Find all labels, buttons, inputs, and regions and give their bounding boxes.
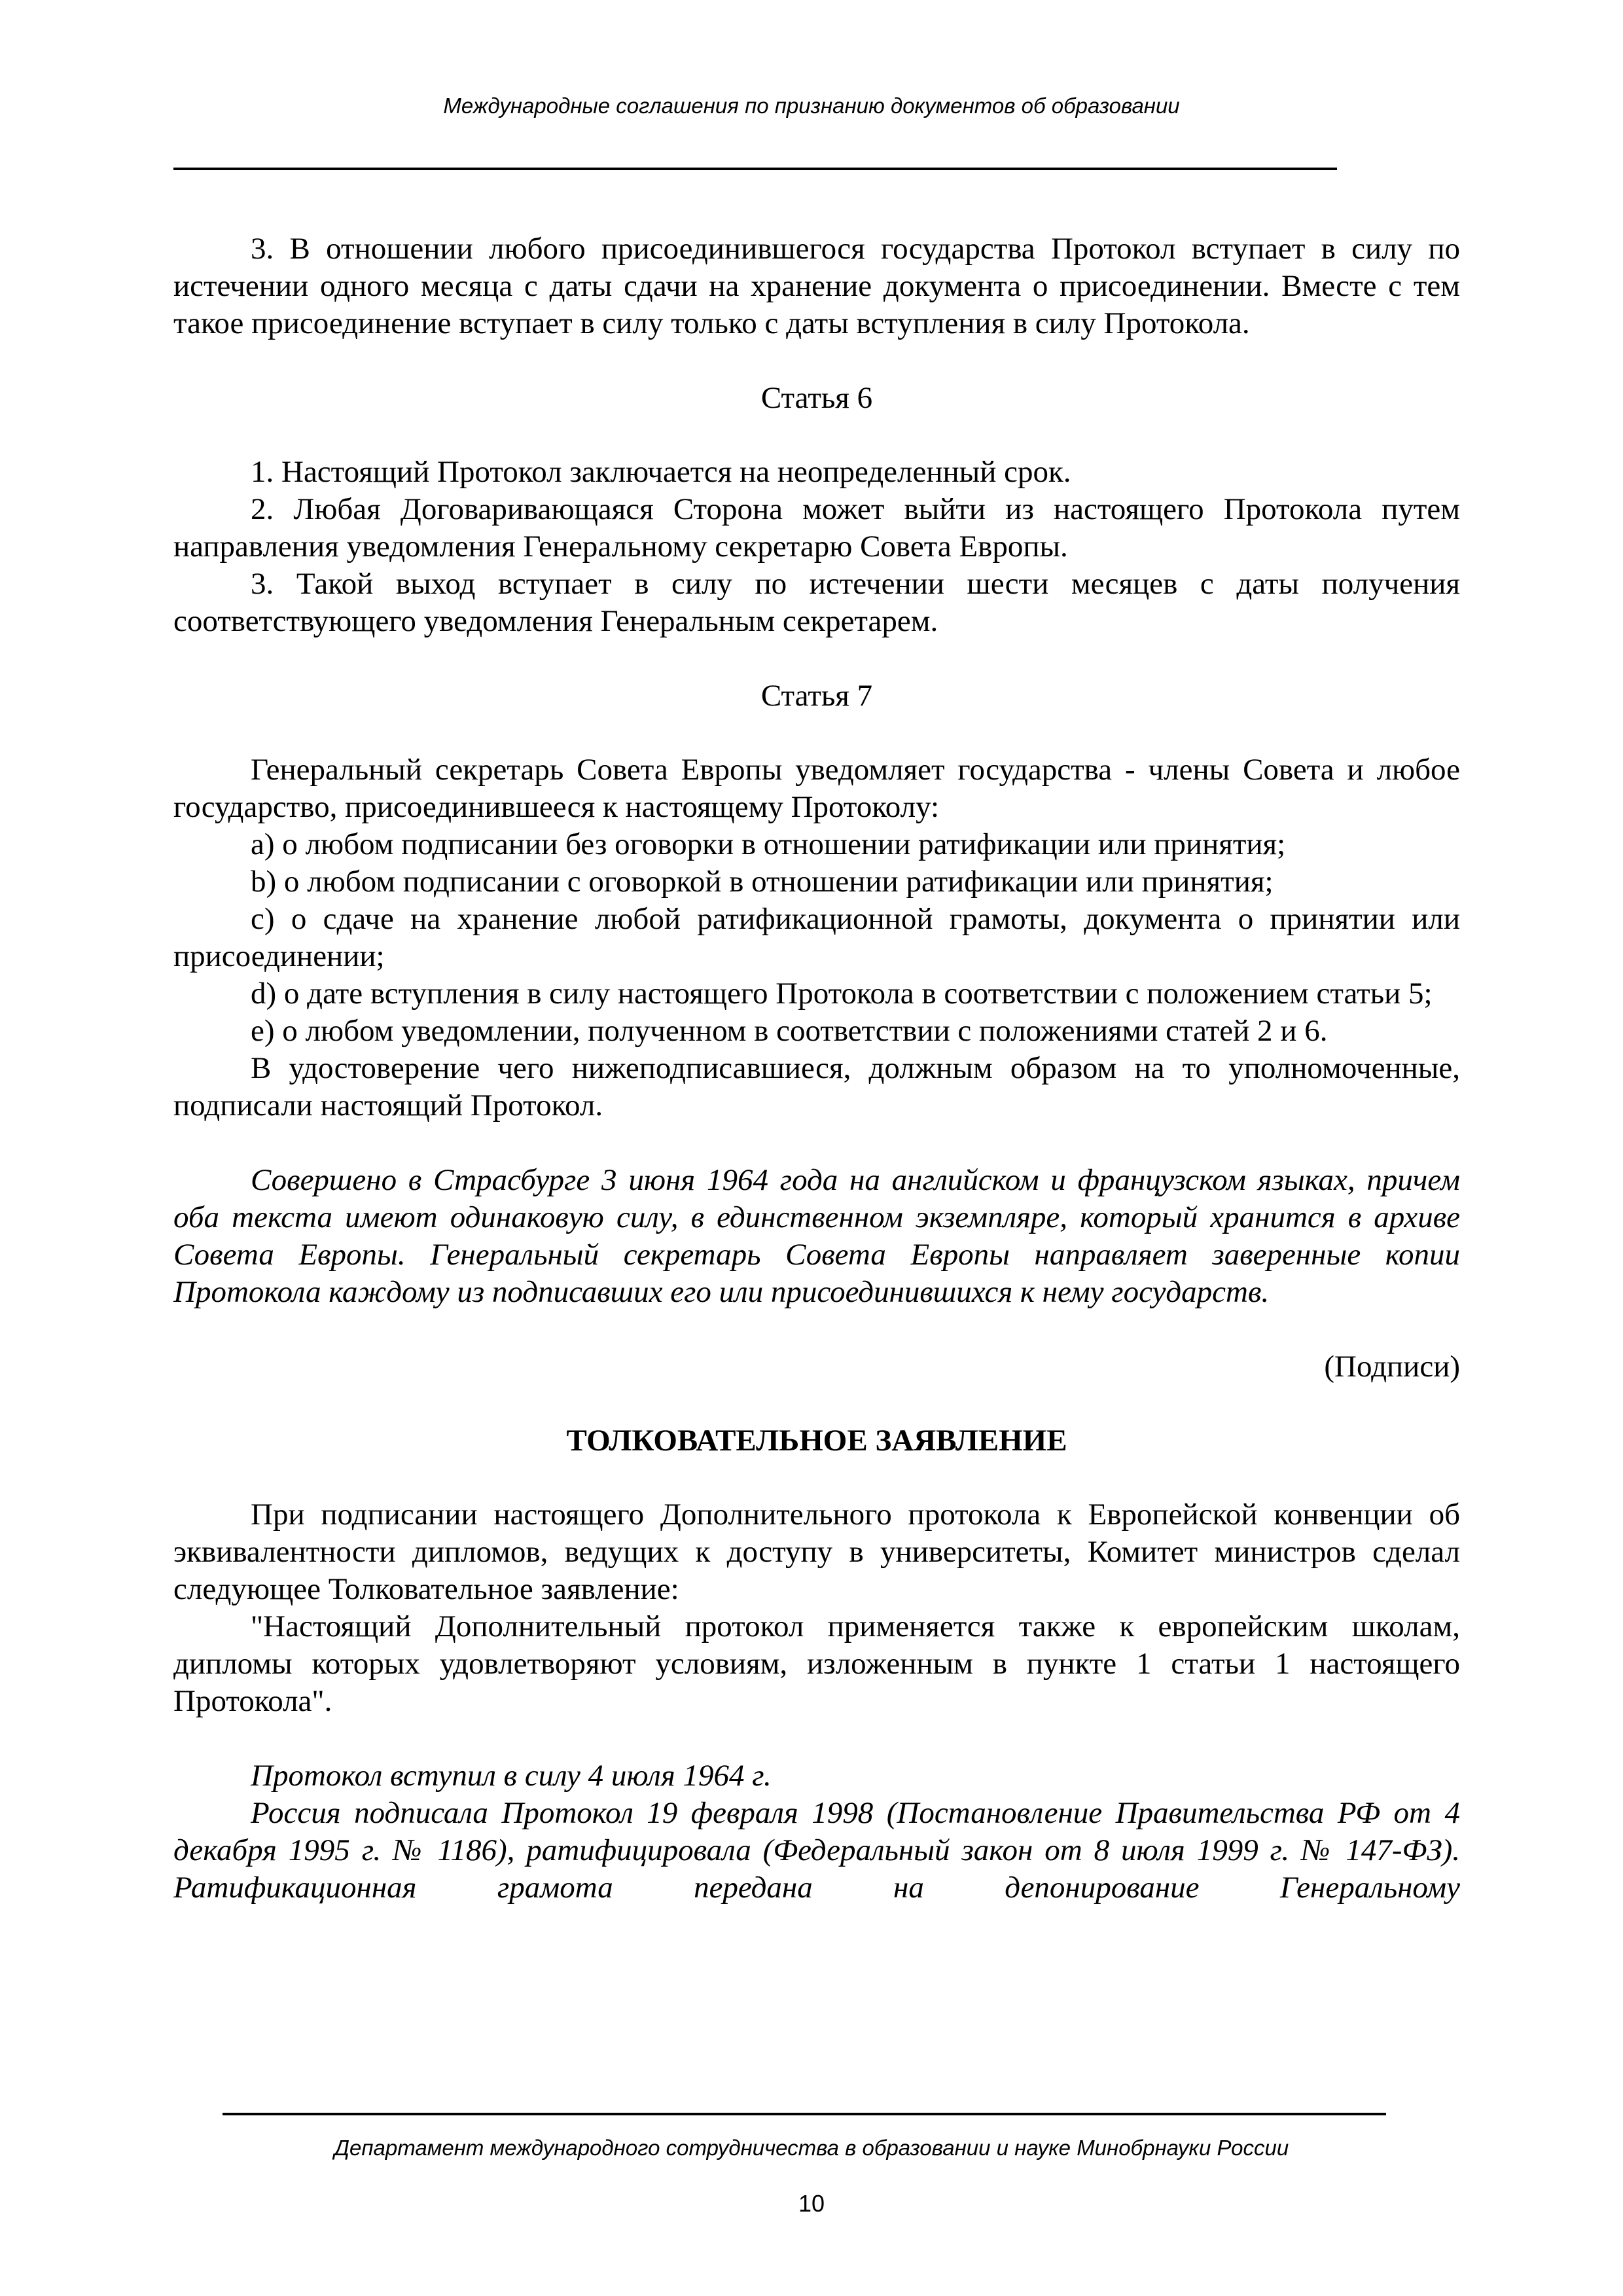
article7-item-e: e) о любом уведомлении, полученном в соответствии с положениями статей 2 и 6. bbox=[251, 1014, 1328, 1048]
article6-paragraph-1: 1. Настоящий Протокол заключается на неопределенный срок. bbox=[251, 455, 1071, 489]
article7-item-b: b) о любом подписании с оговоркой в отношении ратификации или принятия; bbox=[251, 865, 1274, 899]
interpretative-paragraph-2: "Настоящий Дополнительный протокол применяется также к европейским школам, дипломы которых удовлетворяют условиям, изложенным в пункте 1 статьи 1 настоящего Протокола". bbox=[173, 1609, 1460, 1718]
article5-paragraph-3: 3. В отношении любого присоединившегося государства Протокол вступает в силу по истечении одного месяца с даты сдачи на хранение документа о присоединении. Вместе с тем такое присоединение вступает в силу только с даты вступления в силу Протокола. bbox=[173, 232, 1460, 340]
entry-into-force-note: Протокол вступил в силу 4 июля 1964 г. bbox=[251, 1759, 772, 1793]
footer-divider bbox=[223, 2113, 1386, 2115]
signatures-note: (Подписи) bbox=[1324, 1350, 1460, 1384]
article7-witness-clause: В удостоверение чего нижеподписавшиеся, должным образом на то уполномоченные, подписали настоящий Протокол. bbox=[173, 1051, 1460, 1122]
running-footer: Департамент международного сотрудничества в образовании и науке Минобрнауки России bbox=[334, 2136, 1289, 2160]
article6-heading: Статья 6 bbox=[760, 381, 873, 415]
interpretative-paragraph-1: При подписании настоящего Дополнительного протокола к Европейской конвенции об эквивалентности дипломов, ведущих к доступу в университеты, Комитет министров сделал следующее Толковательное заявление: bbox=[173, 1498, 1460, 1606]
running-header: Международные соглашения по признанию документов об образовании bbox=[443, 94, 1180, 118]
article7-intro: Генеральный секретарь Совета Европы уведомляет государства - члены Совета и любое государство, присоединившееся к настоящему Протоколу: bbox=[173, 753, 1460, 824]
article7-item-a: a) о любом подписании без оговорки в отношении ратификации или принятия; bbox=[251, 827, 1286, 861]
interpretative-declaration-heading: ТОЛКОВАТЕЛЬНОЕ ЗАЯВЛЕНИЕ bbox=[566, 1424, 1067, 1458]
russia-ratification-note: Россия подписала Протокол 19 февраля 1998 (Постановление Правительства РФ от 4 декабря 1995 г. № 1186), ратифицировала (Федеральный закон от 8 июля 1999 г. № 147-ФЗ). Ратификационная грамота передана на депонирование Генеральному bbox=[173, 1796, 1460, 1905]
article6-paragraph-2: 2. Любая Договаривающаяся Сторона может выйти из настоящего Протокола путем направления уведомления Генеральному секретарю Совета Европы. bbox=[173, 492, 1460, 564]
article7-heading: Статья 7 bbox=[760, 679, 873, 713]
done-at-clause: Совершено в Страсбурге 3 июня 1964 года на английском и французском языках, причем оба текста имеют одинаковую силу, в единственном экземпляре, который хранится в архиве Совета Европы. Генеральный секретарь Совета Европы направляет заверенные копии Протокола каждому из подписавших его или присоединившихся к нему государств. bbox=[173, 1163, 1460, 1309]
page-number: 10 bbox=[798, 2190, 825, 2217]
article7-item-c: c) о сдаче на хранение любой ратификационной грамоты, документа о принятии или присоединении; bbox=[173, 902, 1460, 973]
article6-paragraph-3: 3. Такой выход вступает в силу по истечении шести месяцев с даты получения соответствующего уведомления Генеральным секретарем. bbox=[173, 567, 1460, 638]
document-body bbox=[173, 230, 1460, 1907]
header-divider bbox=[173, 168, 1337, 170]
article7-item-d: d) о дате вступления в силу настоящего Протокола в соответствии с положением статьи 5; bbox=[251, 977, 1433, 1011]
